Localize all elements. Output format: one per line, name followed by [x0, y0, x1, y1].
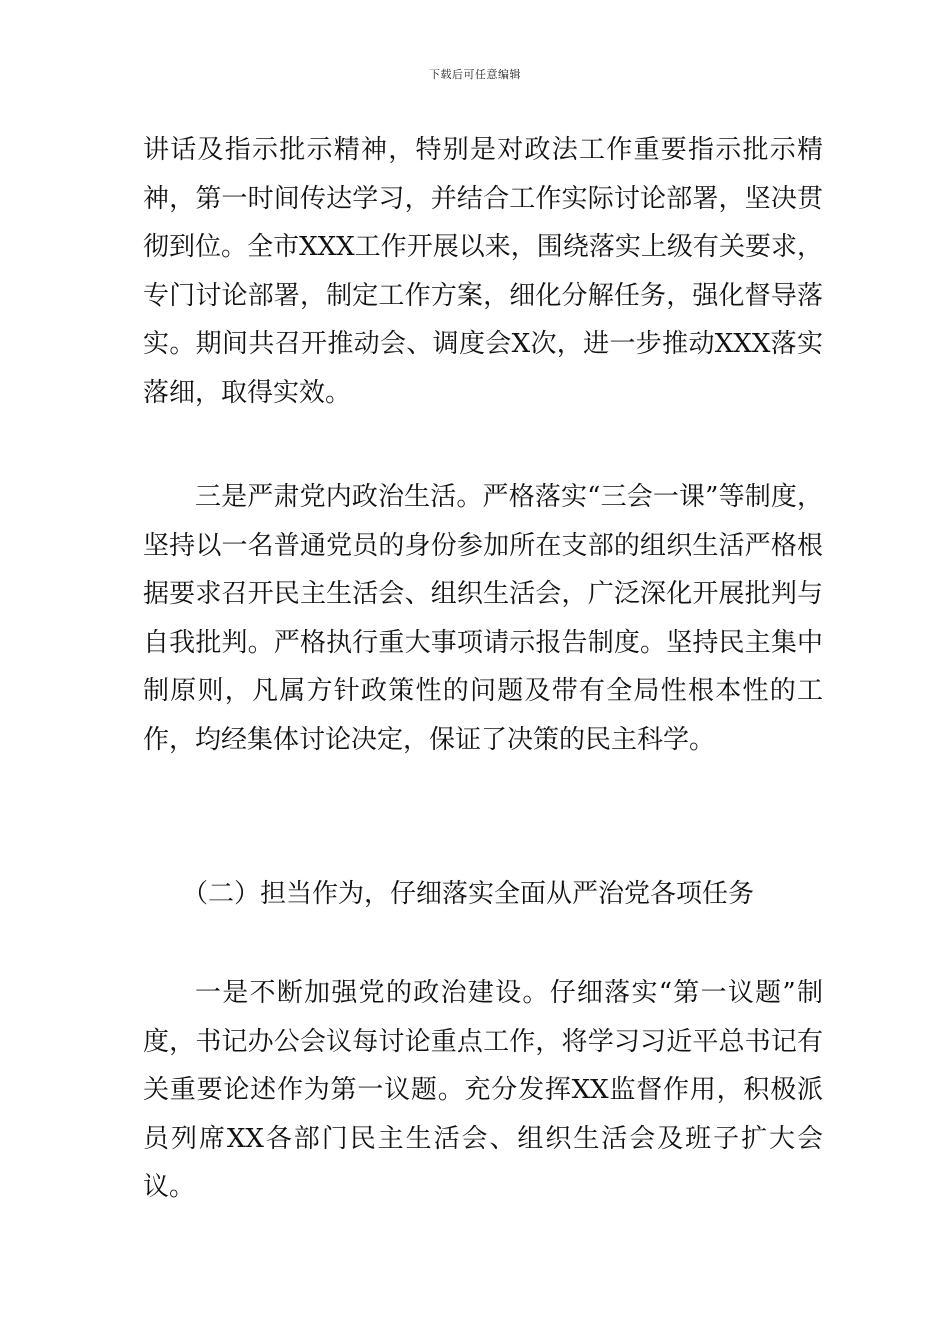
paragraph-item-one: 一是不断加强党的政治建设。仔细落实“第一议题”制度，书记办公会议每讨论重点工作，将学习习近平总书记有关重要论述作为第一议题。充分发挥XX监督作用，积极派员列席XX各部门民主生活会、组织生活会及班子扩大会议。	[143, 978, 823, 1202]
page-header: 下载后可任意编辑	[429, 68, 521, 81]
document-body	[143, 969, 823, 1212]
document-body	[143, 473, 823, 764]
paragraph-item-three: 三是严肃党内政治生活。严格落实“三会一课”等制度，坚持以一名普通党员的身份参加所在支部的组织生活严格根据要求召开民主生活会、组织生活会，广泛深化开展批判与自我批判。严格执行重大事项请示报告制度。坚持民主集中制原则，凡属方针政策性的问题及带有全局性根本性的工作，均经集体讨论决定，保证了决策的民主科学。	[143, 482, 823, 755]
document-body	[143, 870, 823, 919]
paragraph-continuation: 讲话及指示批示精神，特别是对政法工作重要指示批示精神，第一时间传达学习，并结合工作实际讨论部署，坚决贯彻到位。全市XXX工作开展以来，围绕落实上级有关要求，专门讨论部署，制定工作方案，细化分解任务，强化督导落实。期间共召开推动会、调度会X次，进一步推动XXX落实落细，取得实效。	[143, 135, 823, 408]
document-body	[143, 126, 823, 417]
section-heading: （二）担当作为，仔细落实全面从严治党各项任务	[182, 879, 755, 909]
